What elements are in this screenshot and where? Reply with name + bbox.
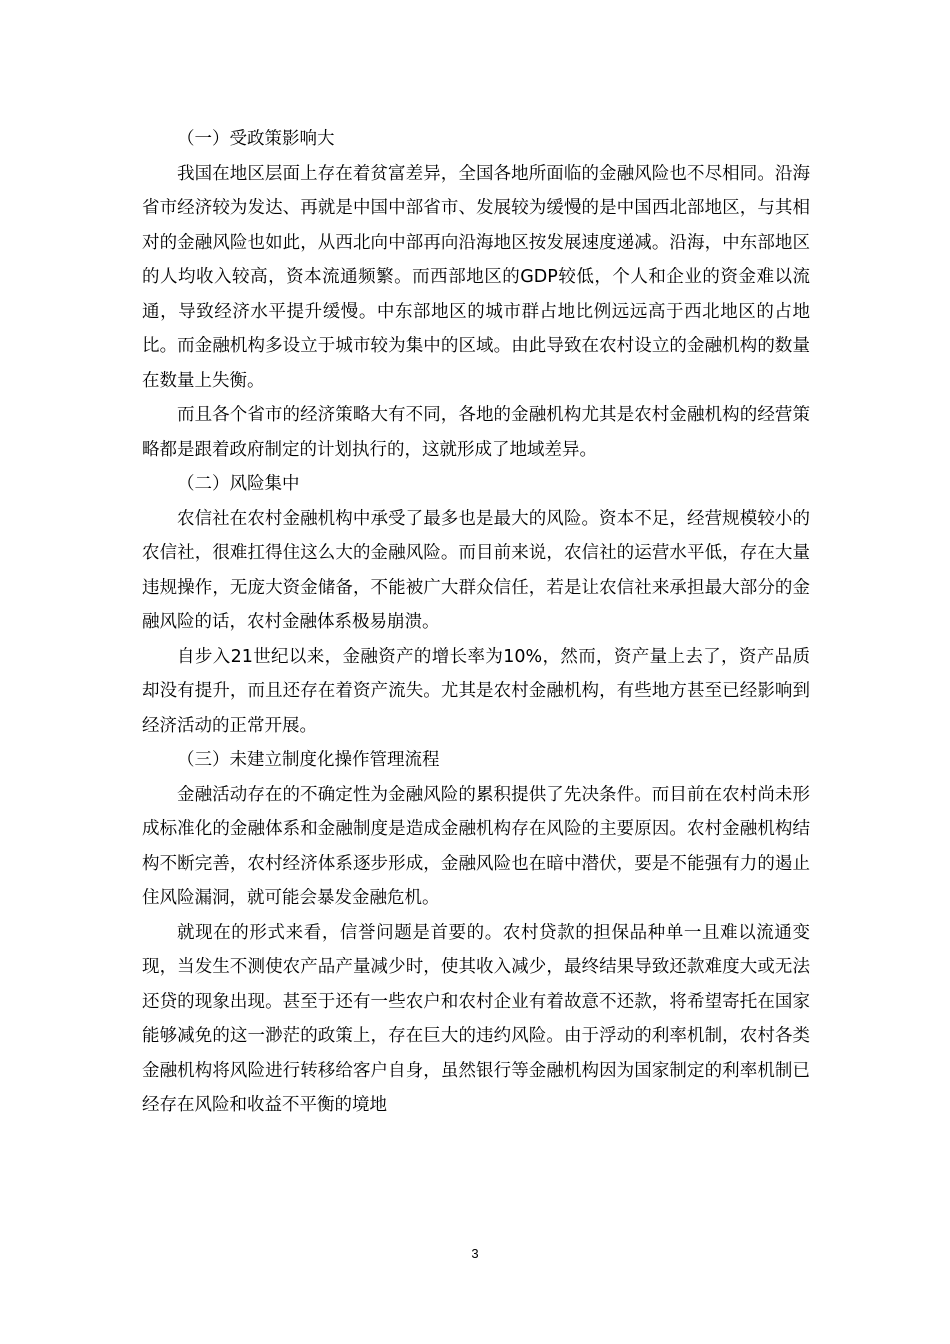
body-paragraph: 农信社在农村金融机构中承受了最多也是最大的风险。资本不足，经营规模较小的农信社，很难扛得住这么大的金融风险。而目前来说，农信社的运营水平低，存在大量违规操作，无庞大资金储备，不能被广大群众信任，若是让农信社来承担最大部分的金融风险的话，农村金融体系极易崩溃。 bbox=[142, 508, 810, 632]
body-paragraph: 而且各个省市的经济策略大有不同，各地的金融机构尤其是农村金融机构的经营策略都是跟着政府制定的计划执行的，这就形成了地域差异。 bbox=[142, 405, 810, 460]
section-heading-2: （二）风险集中 bbox=[177, 474, 300, 494]
body-paragraph: 自步入21世纪以来，金融资产的增长率为10%，然而，资产量上去了，资产品质却没有提升，而且还存在着资产流失。尤其是农村金融机构，有些地方甚至已经影响到经济活动的正常开展。 bbox=[142, 646, 810, 736]
body-paragraph: 就现在的形式来看，信誉问题是首要的。农村贷款的担保品种单一且难以流通变现，当发生不测使农产品产量减少时，使其收入减少，最终结果导致还款难度大或无法还贷的现象出现。甚至于还有一些农户和农村企业有着故意不还款，将希望寄托在国家能够减免的这一渺茫的政策上，存在巨大的违约风险。由于浮动的利率机制，农村各类金融机构将风险进行转移给客户自身，虽然银行等金融机构因为国家制定的利率机制已经存在风险和收益不平衡的境地 bbox=[142, 922, 810, 1115]
body-paragraph: 我国在地区层面上存在着贫富差异，全国各地所面临的金融风险也不尽相同。沿海省市经济较为发达、再就是中国中部省市、发展较为缓慢的是中国西北部地区，与其相对的金融风险也如此，从西北向中部再向沿海地区按发展速度递减。沿海，中东部地区的人均收入较高，资本流通频繁。而西部地区的GDP较低，个人和企业的资金难以流通，导致经济水平提升缓慢。中东部地区的城市群占地比例远远高于西北地区的占地比。而金融机构多设立于城市较为集中的区域。由此导致在农村设立的金融机构的数量在数量上失衡。 bbox=[142, 163, 810, 391]
document-body bbox=[142, 122, 810, 1123]
section-heading-3: （三）未建立制度化操作管理流程 bbox=[177, 750, 440, 770]
page-number: 3 bbox=[471, 1246, 479, 1261]
section-heading-1: （一）受政策影响大 bbox=[177, 129, 335, 149]
body-paragraph: 金融活动存在的不确定性为金融风险的累积提供了先决条件。而目前在农村尚未形成标准化的金融体系和金融制度是造成金融机构存在风险的主要原因。农村金融机构结构不断完善，农村经济体系逐步形成，金融风险也在暗中潜伏，要是不能强有力的遏止住风险漏洞，就可能会暴发金融危机。 bbox=[142, 784, 810, 908]
